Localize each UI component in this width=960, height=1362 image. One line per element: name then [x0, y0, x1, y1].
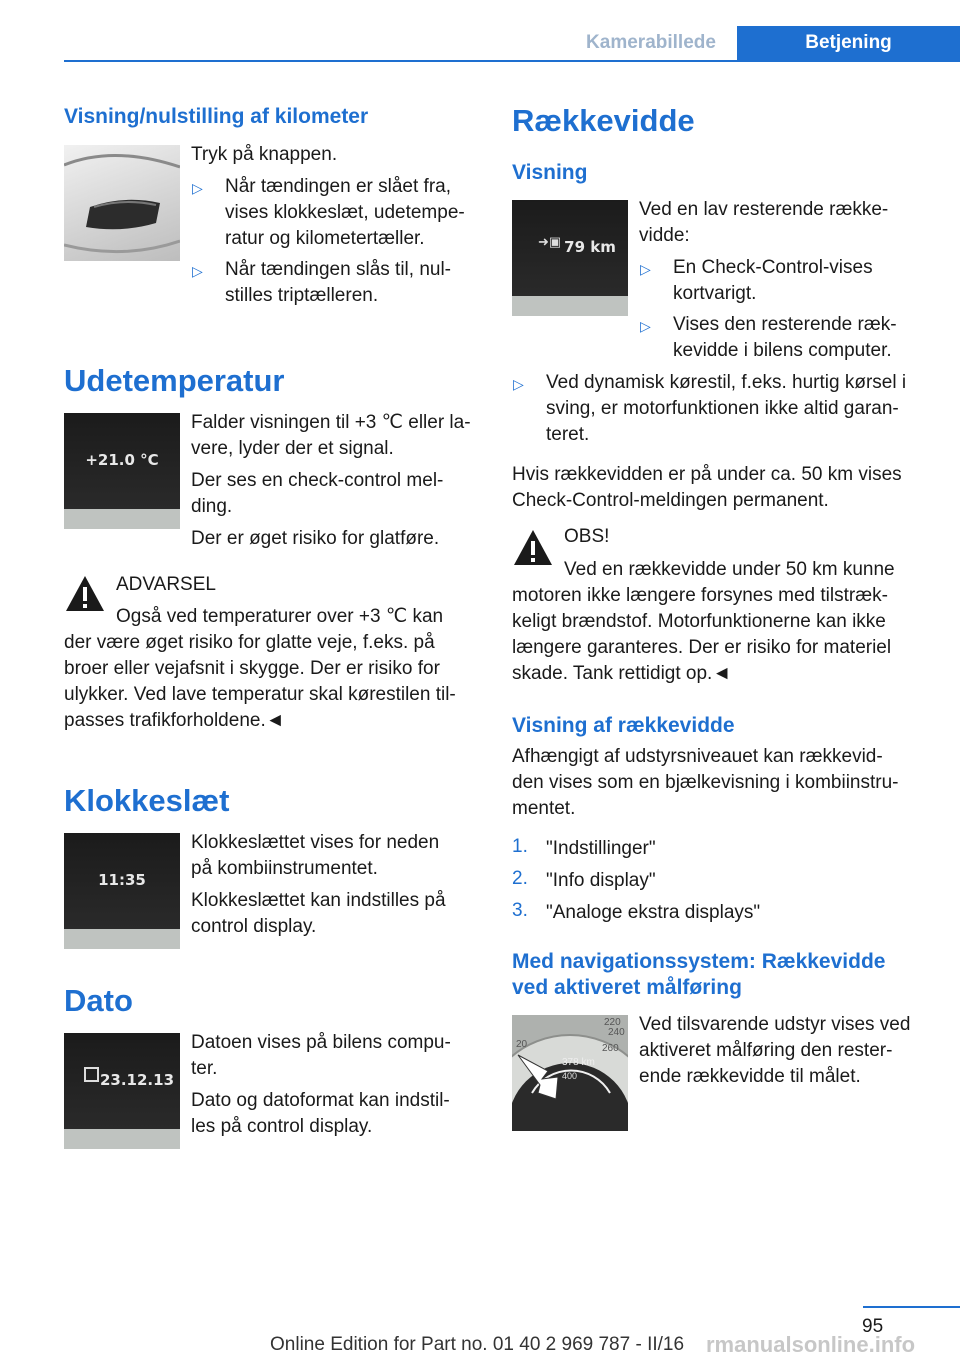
- text-line: sving, er motorfunktionen ikke altid garan-: [546, 398, 899, 419]
- text-line: vises klokkeslæt, udetempe-: [225, 202, 465, 223]
- bullet-triangle-icon: ▷: [640, 318, 651, 334]
- text-line: teret.: [546, 424, 590, 445]
- text-line: der være øget risiko for glatte veje, f.eks. på: [64, 632, 435, 653]
- gauge-tick-260: 260: [602, 1043, 619, 1054]
- text-line: ulykker. Ved lave temperatur skal kørestilen til-: [64, 684, 456, 705]
- temperature-readout: +21.0 °C: [85, 451, 159, 469]
- clock-readout: 11:35: [98, 871, 146, 889]
- text-line: kortvarigt.: [673, 283, 757, 304]
- header-rule: [64, 60, 960, 62]
- section-heading-udetemperatur: Udetemperatur: [64, 363, 285, 398]
- date-readout: 23.12.13: [99, 1071, 175, 1089]
- text-line: Der ses en check-control mel-: [191, 470, 444, 491]
- text-line: ende rækkevidde til målet.: [639, 1066, 861, 1087]
- text-line: vidde:: [639, 225, 690, 246]
- text-line: vere, lyder der et signal.: [191, 438, 394, 459]
- range-readout: 79 km: [564, 238, 616, 256]
- tab-betjening[interactable]: Betjening: [737, 26, 960, 62]
- step-number: 3.: [512, 900, 528, 921]
- temperature-display-image: [64, 413, 180, 529]
- caution-icon: [512, 528, 554, 568]
- caution-title: OBS!: [564, 526, 610, 547]
- text-line: passes trafikforholdene.◄: [64, 710, 285, 731]
- text-line: ter.: [191, 1058, 218, 1079]
- gauge-tick-20: 20: [516, 1039, 528, 1050]
- warning-icon: [64, 574, 106, 614]
- text-line: broer eller vejafsnit i skygge. Der er risiko for: [64, 658, 440, 679]
- step-text: "Info display": [546, 870, 656, 891]
- subheading-navigation-line2: ved aktiveret målføring: [512, 976, 742, 999]
- text-line: på kombiinstrumentet.: [191, 858, 378, 879]
- text-line: Afhængigt af udstyrsniveauet kan rækkevid-: [512, 746, 883, 767]
- footer-edition: Online Edition for Part no. 01 40 2 969 787 - II/16: [270, 1334, 685, 1355]
- text-line: stilles triptælleren.: [225, 285, 379, 306]
- text-line: Ved dynamisk kørestil, f.eks. hurtig kørsel i: [546, 372, 907, 393]
- gauge-tick-220: 220: [604, 1017, 621, 1028]
- footer-rule: [863, 1306, 960, 1308]
- text-line: mentet.: [512, 798, 576, 819]
- kilometer-button-image: [64, 145, 180, 261]
- text-line: ratur og kilometertæller.: [225, 228, 425, 249]
- text-line: skade. Tank rettidigt op.◄: [512, 663, 732, 684]
- date-display-image: [64, 1033, 180, 1149]
- text-line: Når tændingen slås til, nul-: [225, 259, 451, 280]
- section-heading-raekkevidde: Rækkevidde: [512, 103, 695, 138]
- text-line: ding.: [191, 496, 233, 517]
- step-text: "Indstillinger": [546, 838, 656, 859]
- text-line: længere garanteres. Der er risiko for materiel: [512, 637, 892, 658]
- text-line: den vises som en bjælkevisning i kombiinstru-: [512, 772, 899, 793]
- text-line: Hvis rækkevidden er på under ca. 50 km vises: [512, 464, 902, 485]
- clock-display-image: [64, 833, 180, 949]
- section-heading-klokkeslaet: Klokkeslæt: [64, 783, 230, 818]
- section-heading-dato: Dato: [64, 983, 133, 1018]
- step-number: 1.: [512, 836, 528, 857]
- range-display-image: [512, 200, 628, 316]
- tab-kamerabillede[interactable]: Kamerabillede: [586, 32, 716, 53]
- warning-title: ADVARSEL: [116, 574, 216, 595]
- text-line: Der er øget risiko for glatføre.: [191, 528, 440, 549]
- text-line: aktiveret målføring den rester-: [639, 1040, 893, 1061]
- step-text: "Analoge ekstra displays": [546, 902, 761, 923]
- bullet-triangle-icon: ▷: [513, 376, 524, 392]
- bullet-triangle-icon: ▷: [640, 261, 651, 277]
- text-line: keligt brændstof. Motorfunktionerne kan ikke: [512, 611, 886, 632]
- text-line: Klokkeslættet vises for neden: [191, 832, 440, 853]
- text-line: Vises den resterende ræk-: [673, 314, 897, 335]
- bullet-triangle-icon: ▷: [192, 263, 203, 279]
- page-number: 95: [862, 1316, 884, 1337]
- text-line: Når tændingen er slået fra,: [225, 176, 452, 197]
- text-line: Dato og datoformat kan indstil-: [191, 1090, 450, 1111]
- text-line: Falder visningen til +3 ℃ eller la-: [191, 412, 471, 433]
- text-line: control display.: [191, 916, 317, 937]
- text-line: Også ved temperaturer over +3 ℃ kan: [116, 606, 444, 627]
- subheading-navigation: Med navigationssystem: Rækkevidde: [512, 950, 886, 973]
- section-heading-kilometer: Visning/nulstilling af kilometer: [64, 105, 369, 128]
- subheading-visning-af-raekkevidde: Visning af rækkevidde: [512, 714, 735, 737]
- text-line: Ved en rækkevidde under 50 km kunne: [564, 559, 895, 580]
- text-line: Klokkeslættet kan indstilles på: [191, 890, 446, 911]
- gauge-tick-400: 400: [562, 1071, 578, 1081]
- gauge-range-label: 378 km: [562, 1057, 595, 1068]
- text-line: Check-Control-meldingen permanent.: [512, 490, 829, 511]
- bullet-triangle-icon: ▷: [192, 180, 203, 196]
- text-line: motoren ikke længere forsynes med tilstræk-: [512, 585, 888, 606]
- watermark: rmanualsonline.info: [706, 1332, 916, 1357]
- step-number: 2.: [512, 868, 528, 889]
- fuel-pump-icon: ➜▣: [538, 234, 562, 249]
- text-line: les på control display.: [191, 1116, 373, 1137]
- text-line: Ved en lav resterende række-: [639, 199, 889, 220]
- range-gauge-image: [512, 1015, 628, 1131]
- subheading-visning: Visning: [512, 161, 588, 184]
- text-line: Datoen vises på bilens compu-: [191, 1032, 451, 1053]
- gauge-tick-240: 240: [608, 1027, 625, 1038]
- text-line: Ved tilsvarende udstyr vises ved: [639, 1014, 911, 1035]
- text-line: kevidde i bilens computer.: [673, 340, 892, 361]
- text-line: Tryk på knappen.: [191, 144, 338, 165]
- text-line: En Check-Control-vises: [673, 257, 873, 278]
